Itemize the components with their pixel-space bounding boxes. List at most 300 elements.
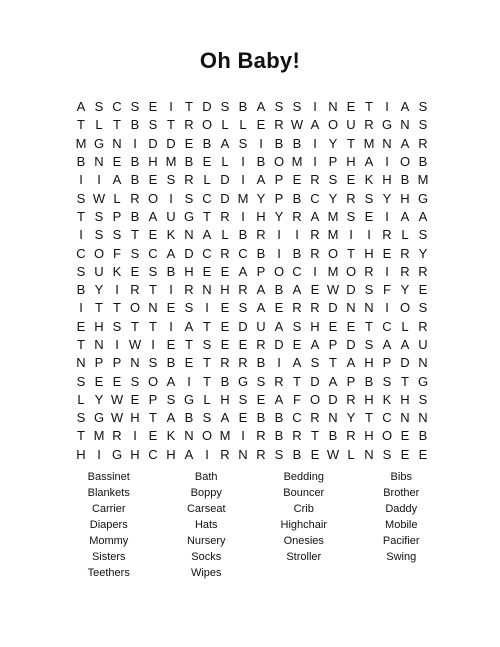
grid-letter: O [309, 391, 321, 407]
grid-letter: R [310, 300, 320, 316]
grid-letter: E [184, 355, 194, 371]
grid-letter: D [220, 172, 230, 188]
grid-letter: R [418, 318, 428, 334]
grid-letter: O [147, 190, 159, 206]
word-list-item: Carseat [186, 503, 226, 515]
grid-letter: L [77, 391, 85, 407]
grid-letter: R [112, 428, 122, 444]
grid-letter: H [382, 172, 392, 188]
grid-letter: H [130, 410, 140, 426]
grid-letter: A [310, 208, 320, 224]
grid-letter: B [130, 208, 140, 224]
grid-letter: B [256, 410, 266, 426]
grid-letter: T [365, 99, 373, 115]
grid-letter: A [364, 154, 374, 170]
grid-letter: S [130, 245, 140, 261]
grid-letter: S [382, 446, 392, 462]
grid-letter: H [364, 391, 374, 407]
grid-letter: T [347, 245, 355, 261]
grid-letter: G [93, 410, 105, 426]
grid-letter: T [77, 117, 85, 133]
grid-letter: E [148, 172, 158, 188]
grid-letter: T [329, 355, 337, 371]
grid-letter: W [110, 410, 124, 426]
grid-letter: S [76, 373, 86, 389]
grid-letter: S [382, 373, 392, 389]
grid-letter: E [76, 318, 86, 334]
grid-letter: M [417, 172, 429, 188]
grid-letter: F [293, 391, 301, 407]
grid-letter: I [169, 318, 173, 334]
grid-letter: T [149, 318, 157, 334]
word-list-row [60, 517, 450, 533]
word-list-item: Bassinet [87, 471, 130, 483]
grid-letter: R [256, 337, 266, 352]
word-list-row [60, 549, 450, 565]
word-list-item: Bibs [390, 471, 412, 483]
grid-letter: O [201, 117, 213, 133]
grid-letter: R [184, 282, 194, 298]
grid-letter: D [166, 135, 176, 151]
grid-letter: S [418, 227, 428, 243]
grid-letter: A [166, 410, 176, 426]
grid-letter: K [166, 428, 176, 444]
word-list-row [60, 485, 450, 501]
grid-letter: O [273, 263, 285, 279]
grid-letter: E [310, 282, 320, 298]
grid-letter: S [112, 227, 122, 243]
grid-letter: D [328, 300, 338, 316]
grid-letter: R [418, 263, 428, 279]
grid-letter: A [184, 446, 194, 462]
grid-letter: O [129, 300, 141, 316]
grid-letter: B [256, 154, 266, 170]
grid-letter: E [220, 318, 230, 334]
grid-letter: I [205, 300, 209, 316]
grid-letter: R [310, 227, 320, 243]
grid-letter: O [201, 428, 213, 444]
word-list-row [60, 565, 450, 581]
grid-letter: S [76, 190, 86, 206]
grid-letter: G [417, 190, 429, 206]
grid-letter: W [290, 117, 304, 133]
grid-letter: E [418, 446, 428, 462]
word-list-item: Crib [293, 503, 314, 515]
grid-letter: N [364, 300, 374, 316]
grid-letter: B [418, 428, 428, 444]
grid-letter: R [256, 446, 266, 462]
grid-letter: T [203, 373, 211, 389]
grid-letter: T [365, 410, 373, 426]
grid-letter: A [292, 355, 302, 371]
grid-letter: E [382, 245, 392, 261]
grid-letter: R [382, 227, 392, 243]
grid-letter: B [256, 245, 266, 261]
grid-letter: T [401, 373, 409, 389]
grid-letter: T [113, 117, 121, 133]
grid-letter: P [328, 154, 338, 170]
grid-letter: B [292, 135, 302, 151]
grid-letter: B [274, 135, 284, 151]
grid-letter: I [313, 99, 317, 115]
grid-letter: I [295, 227, 299, 243]
word-list-row [60, 501, 450, 517]
grid-letter: N [238, 446, 248, 462]
grid-letter: S [166, 172, 176, 188]
grid-letter: I [349, 227, 353, 243]
grid-letter: H [364, 355, 374, 371]
grid-row [72, 244, 432, 262]
grid-letter: R [346, 391, 356, 407]
grid-letter: K [364, 172, 374, 188]
grid-letter: P [148, 391, 158, 407]
word-list-item: Bouncer [283, 487, 325, 499]
grid-letter: D [274, 337, 284, 352]
grid-letter: I [169, 190, 173, 206]
grid-letter: E [220, 337, 230, 352]
grid-letter: T [311, 428, 319, 444]
grid-letter: S [292, 99, 302, 115]
word-list-item: Brother [383, 487, 420, 499]
grid-letter: H [184, 263, 194, 279]
word-list-item: Teethers [87, 567, 130, 579]
grid-letter: L [221, 227, 229, 243]
grid-letter: S [130, 373, 140, 389]
grid-letter: L [239, 117, 247, 133]
grid-letter: E [256, 117, 266, 133]
grid-letter: M [219, 428, 231, 444]
grid-letter: H [256, 208, 266, 224]
grid-letter: H [220, 391, 230, 407]
word-list-item: Onesies [283, 535, 324, 547]
grid-letter: U [256, 318, 266, 334]
grid-letter: I [385, 208, 389, 224]
grid-letter: C [238, 245, 248, 261]
grid-letter: B [274, 410, 284, 426]
grid-letter: E [310, 446, 320, 462]
grid-letter: I [277, 355, 281, 371]
grid-letter: B [76, 154, 86, 170]
grid-letter: I [241, 154, 245, 170]
grid-letter: S [418, 99, 428, 115]
grid-letter: G [111, 446, 123, 462]
grid-row [72, 336, 432, 354]
grid-letter: W [128, 337, 142, 352]
grid-letter: C [292, 263, 302, 279]
grid-letter: E [166, 337, 176, 352]
grid-letter: R [256, 428, 266, 444]
grid-letter: Y [382, 190, 392, 206]
grid-letter: I [313, 263, 317, 279]
grid-letter: T [149, 282, 157, 298]
grid-letter: O [147, 373, 159, 389]
grid-letter: A [238, 263, 248, 279]
grid-letter: I [277, 245, 281, 261]
grid-letter: R [310, 245, 320, 261]
grid-letter: C [148, 446, 158, 462]
grid-letter: R [364, 263, 374, 279]
grid-letter: A [400, 135, 410, 151]
grid-letter: Y [256, 190, 266, 206]
grid-letter: L [95, 117, 103, 133]
grid-letter: A [184, 318, 194, 334]
word-list-item: Boppy [190, 487, 222, 499]
grid-row [72, 98, 432, 116]
page-title: Oh Baby! [199, 48, 301, 73]
grid-letter: F [383, 282, 391, 298]
grid-row [72, 208, 432, 226]
word-list-item: Highchair [280, 519, 327, 531]
grid-letter: S [364, 337, 374, 352]
grid-letter: C [112, 99, 122, 115]
grid-row [72, 391, 432, 409]
grid-row [72, 189, 432, 207]
grid-letter: O [327, 245, 339, 261]
grid-letter: S [202, 410, 212, 426]
grid-letter: A [274, 391, 284, 407]
grid-letter: H [130, 446, 140, 462]
grid-letter: R [238, 282, 248, 298]
grid-letter: T [77, 208, 85, 224]
grid-letter: P [94, 355, 104, 371]
grid-letter: S [292, 318, 302, 334]
grid-letter: E [274, 300, 284, 316]
grid-letter: T [203, 318, 211, 334]
grid-letter: W [326, 282, 340, 298]
word-list [60, 469, 450, 581]
grid-letter: G [381, 117, 393, 133]
grid-letter: A [400, 337, 410, 352]
grid-letter: E [238, 337, 248, 352]
grid-letter: I [241, 208, 245, 224]
grid-letter: N [400, 117, 410, 133]
grid-letter: L [203, 391, 211, 407]
grid-letter: S [202, 337, 212, 352]
grid-letter: N [148, 300, 158, 316]
grid-letter: D [346, 282, 356, 298]
grid-letter: B [220, 373, 230, 389]
grid-letter: R [130, 190, 140, 206]
grid-letter: A [292, 282, 302, 298]
grid-letter: S [364, 190, 374, 206]
grid-letter: A [148, 208, 158, 224]
grid-letter: S [76, 263, 86, 279]
grid-letter: R [130, 282, 140, 298]
grid-letter: N [202, 282, 212, 298]
grid-letter: H [310, 318, 320, 334]
letter-grid [72, 98, 432, 464]
grid-letter: E [202, 154, 212, 170]
grid-letter: N [418, 355, 428, 371]
grid-letter: B [328, 428, 338, 444]
grid-letter: F [113, 245, 121, 261]
grid-letter: P [274, 172, 284, 188]
grid-letter: P [112, 208, 122, 224]
grid-letter: A [256, 172, 266, 188]
grid-letter: I [187, 373, 191, 389]
grid-letter: I [385, 263, 389, 279]
grid-letter: B [400, 172, 410, 188]
grid-letter: A [166, 373, 176, 389]
grid-letter: L [221, 117, 229, 133]
grid-letter: T [347, 135, 355, 151]
grid-row [72, 171, 432, 189]
grid-letter: E [400, 428, 410, 444]
grid-row [72, 299, 432, 317]
grid-letter: N [400, 410, 410, 426]
grid-letter: M [363, 135, 375, 151]
grid-letter: T [131, 318, 139, 334]
grid-letter: E [346, 318, 356, 334]
grid-letter: S [418, 117, 428, 133]
grid-letter: G [93, 135, 105, 151]
grid-letter: S [94, 208, 104, 224]
grid-letter: I [115, 282, 119, 298]
grid-letter: S [130, 99, 140, 115]
grid-letter: P [256, 263, 266, 279]
grid-letter: R [184, 117, 194, 133]
grid-letter: I [277, 227, 281, 243]
grid-letter: H [148, 154, 158, 170]
word-list-item: Pacifier [382, 535, 420, 547]
grid-letter: E [148, 99, 158, 115]
grid-letter: Y [418, 245, 428, 261]
grid-letter: S [418, 300, 428, 316]
grid-letter: I [97, 446, 101, 462]
grid-letter: G [237, 373, 249, 389]
grid-letter: M [327, 208, 339, 224]
grid-letter: E [184, 135, 194, 151]
word-list-item: Bedding [283, 471, 324, 483]
grid-letter: N [94, 154, 104, 170]
grid-letter: S [418, 391, 428, 407]
grid-row [72, 135, 432, 153]
grid-letter: H [364, 245, 374, 261]
grid-letter: S [310, 355, 320, 371]
grid-letter: H [94, 318, 104, 334]
grid-letter: A [346, 355, 356, 371]
grid-letter: T [77, 337, 85, 352]
grid-letter: E [220, 263, 230, 279]
grid-letter: C [76, 245, 86, 261]
grid-letter: Y [94, 282, 104, 298]
grid-letter: O [345, 263, 357, 279]
grid-letter: N [364, 446, 374, 462]
grid-letter: B [238, 99, 248, 115]
grid-letter: I [367, 227, 371, 243]
grid-row [72, 263, 432, 281]
grid-letter: A [256, 99, 266, 115]
grid-letter: I [133, 135, 137, 151]
grid-letter: T [95, 300, 103, 316]
grid-letter: M [93, 428, 105, 444]
grid-letter: E [238, 410, 248, 426]
grid-letter: S [166, 391, 176, 407]
grid-letter: B [256, 355, 266, 371]
grid-letter: S [94, 99, 104, 115]
word-list-item: Sisters [91, 551, 126, 563]
grid-letter: T [149, 410, 157, 426]
grid-letter: S [148, 355, 158, 371]
grid-letter: I [79, 172, 83, 188]
grid-letter: C [310, 190, 320, 206]
grid-letter: I [385, 99, 389, 115]
grid-letter: E [166, 300, 176, 316]
word-list-row [60, 469, 450, 485]
grid-letter: S [238, 300, 248, 316]
grid-letter: N [328, 410, 338, 426]
grid-letter: R [364, 117, 374, 133]
grid-letter: D [184, 245, 194, 261]
word-list-item: Bath [194, 471, 218, 483]
grid-letter: R [238, 355, 248, 371]
grid-letter: A [220, 135, 230, 151]
grid-letter: O [399, 300, 411, 316]
grid-letter: E [220, 300, 230, 316]
grid-letter: L [401, 318, 409, 334]
grid-letter: P [112, 355, 122, 371]
grid-letter: A [382, 337, 392, 352]
grid-letter: S [94, 227, 104, 243]
grid-letter: E [94, 373, 104, 389]
grid-row [72, 409, 432, 427]
grid-letter: R [292, 428, 302, 444]
grid-letter: S [256, 373, 266, 389]
grid-letter: S [112, 318, 122, 334]
grid-letter: I [133, 428, 137, 444]
grid-row [72, 281, 432, 299]
grid-letter: A [310, 117, 320, 133]
grid-letter: S [346, 208, 356, 224]
grid-letter: B [76, 282, 86, 298]
grid-row [72, 427, 432, 445]
grid-letter: I [241, 428, 245, 444]
grid-letter: L [203, 172, 211, 188]
grid-letter: D [310, 373, 320, 389]
grid-letter: S [238, 391, 248, 407]
grid-letter: T [185, 99, 193, 115]
grid-letter: E [130, 263, 140, 279]
grid-letter: B [364, 373, 374, 389]
grid-letter: R [220, 446, 230, 462]
grid-letter: A [400, 99, 410, 115]
grid-letter: D [400, 355, 410, 371]
grid-letter: Y [94, 391, 104, 407]
grid-letter: R [292, 300, 302, 316]
grid-row [72, 446, 432, 464]
grid-letter: A [220, 410, 230, 426]
grid-letter: G [417, 373, 429, 389]
grid-letter: E [292, 337, 302, 352]
grid-letter: S [238, 135, 248, 151]
grid-letter: H [364, 428, 374, 444]
grid-letter: I [385, 300, 389, 316]
grid-row [72, 116, 432, 134]
grid-letter: E [346, 172, 356, 188]
grid-letter: R [220, 355, 230, 371]
grid-letter: S [328, 172, 338, 188]
grid-letter: C [202, 190, 212, 206]
grid-letter: R [220, 208, 230, 224]
grid-letter: O [93, 245, 105, 261]
grid-letter: S [274, 446, 284, 462]
grid-letter: P [346, 373, 356, 389]
grid-letter: S [76, 410, 86, 426]
grid-letter: B [292, 190, 302, 206]
grid-letter: N [76, 355, 86, 371]
grid-letter: B [166, 355, 176, 371]
grid-letter: H [76, 446, 86, 462]
